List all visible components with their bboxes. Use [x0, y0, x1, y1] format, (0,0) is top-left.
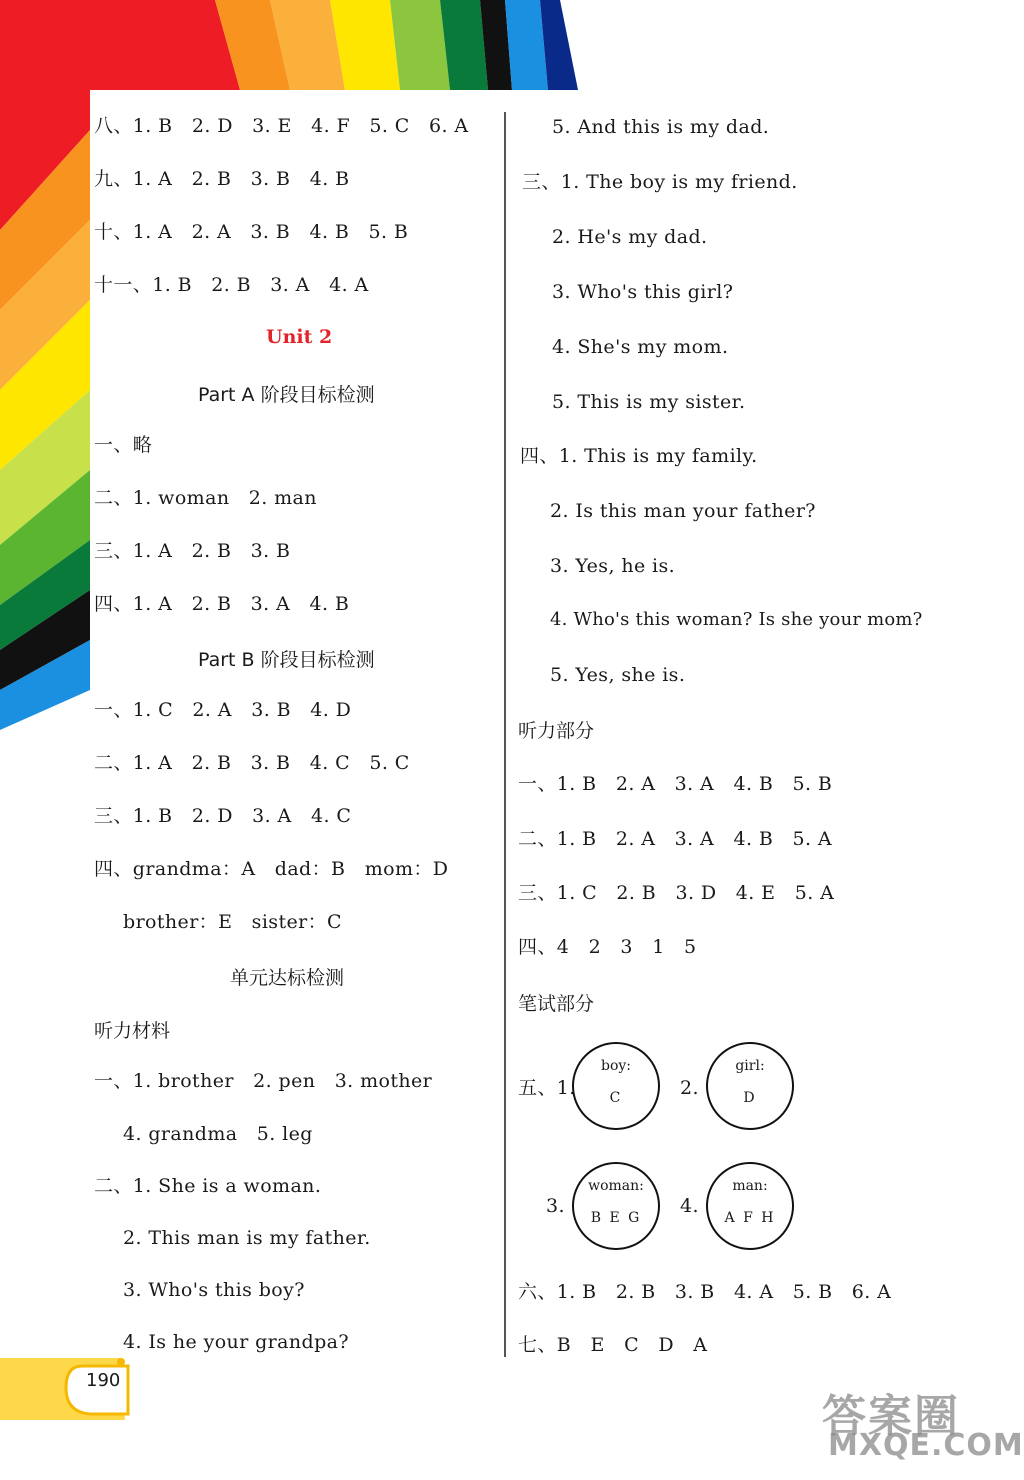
answer-line: 三、1. A 2. B 3. B	[94, 540, 291, 562]
answer-line: 十、1. A 2. A 3. B 4. B 5. B	[94, 221, 409, 243]
answer-line: 四、1. This is my family.	[520, 445, 758, 467]
answer-line: 四、4 2 3 1 5	[518, 936, 697, 958]
watermark-url: MXQE.COM	[828, 1428, 1024, 1463]
answer-circle-girl	[706, 1042, 794, 1130]
unit-test-title: 单元达标检测	[230, 967, 345, 989]
watermark-text: 答案圈	[822, 1391, 960, 1442]
circle-value: A F H	[724, 1210, 776, 1226]
answer-line: 4. Is he your grandpa?	[123, 1331, 349, 1353]
circle-question-prefix: 五、1.	[518, 1077, 576, 1099]
answer-line: 二、1. She is a woman.	[94, 1175, 322, 1197]
answer-circle-boy	[572, 1042, 660, 1130]
answer-line: 2. This man is my father.	[123, 1227, 371, 1249]
answer-line: 六、1. B 2. B 3. B 4. A 5. B 6. A	[518, 1281, 892, 1303]
written-part-title: 笔试部分	[518, 993, 595, 1015]
column-divider	[504, 112, 506, 1357]
circle-number: 2.	[680, 1077, 699, 1099]
answer-line: 二、1. A 2. B 3. B 4. C 5. C	[94, 752, 410, 774]
circle-value: B E G	[590, 1210, 642, 1226]
answer-line: 4. Who's this woman? Is she your mom?	[550, 609, 923, 630]
listening-material-title: 听力材料	[94, 1020, 171, 1042]
circle-number: 3.	[546, 1195, 565, 1217]
unit-title: Unit 2	[266, 326, 333, 348]
answer-line: 一、略	[94, 434, 153, 456]
circle-title: woman:	[588, 1178, 644, 1194]
answer-circle-woman	[572, 1162, 660, 1250]
answer-line: 十一、1. B 2. B 3. A 4. A	[94, 274, 369, 296]
watermark-logo	[822, 1380, 1024, 1463]
circle-title: girl:	[735, 1058, 765, 1074]
answer-line: 5. Yes, she is.	[550, 664, 686, 686]
answer-line: 三、1. C 2. B 3. D 4. E 5. A	[518, 882, 835, 904]
answer-line: 2. He's my dad.	[552, 226, 708, 248]
answer-line: 九、1. A 2. B 3. B 4. B	[94, 168, 350, 190]
answer-line: 3. Who's this boy?	[123, 1279, 305, 1301]
answer-line: 四、grandma：A dad：B mom：D	[94, 858, 449, 880]
answer-line: 一、1. B 2. A 3. A 4. B 5. B	[518, 773, 833, 795]
answer-line: 一、1. C 2. A 3. B 4. D	[94, 699, 352, 721]
answer-line: 一、1. brother 2. pen 3. mother	[94, 1070, 433, 1092]
circle-number: 4.	[680, 1195, 699, 1217]
answer-line: 八、1. B 2. D 3. E 4. F 5. C 6. A	[94, 115, 469, 137]
answer-line: 二、1. B 2. A 3. A 4. B 5. A	[518, 828, 833, 850]
part-b-title: Part B 阶段目标检测	[198, 649, 375, 671]
answer-circle-man	[706, 1162, 794, 1250]
answer-line: 4. grandma 5. leg	[123, 1123, 313, 1145]
answer-line: 三、1. B 2. D 3. A 4. C	[94, 805, 352, 827]
listening-part-title: 听力部分	[518, 720, 595, 742]
circle-value: C	[609, 1090, 623, 1106]
answer-line: 5. And this is my dad.	[552, 116, 770, 138]
circle-title: boy:	[600, 1058, 632, 1074]
answer-line: 3. Who's this girl?	[552, 281, 734, 303]
answer-line: 三、1. The boy is my friend.	[522, 171, 798, 193]
answer-line: brother：E sister：C	[123, 911, 342, 933]
answer-line: 4. She's my mom.	[552, 336, 729, 358]
circle-title: man:	[732, 1178, 768, 1194]
answer-line: 四、1. A 2. B 3. A 4. B	[94, 593, 350, 615]
answer-line: 七、B E C D A	[518, 1334, 708, 1356]
page-number: 190	[86, 1370, 121, 1391]
part-a-title: Part A 阶段目标检测	[198, 384, 375, 406]
answer-line: 2. Is this man your father?	[550, 500, 816, 522]
answer-line: 二、1. woman 2. man	[94, 487, 317, 509]
answer-line: 5. This is my sister.	[552, 391, 746, 413]
circle-value: D	[743, 1090, 757, 1106]
answer-line: 3. Yes, he is.	[550, 555, 676, 577]
